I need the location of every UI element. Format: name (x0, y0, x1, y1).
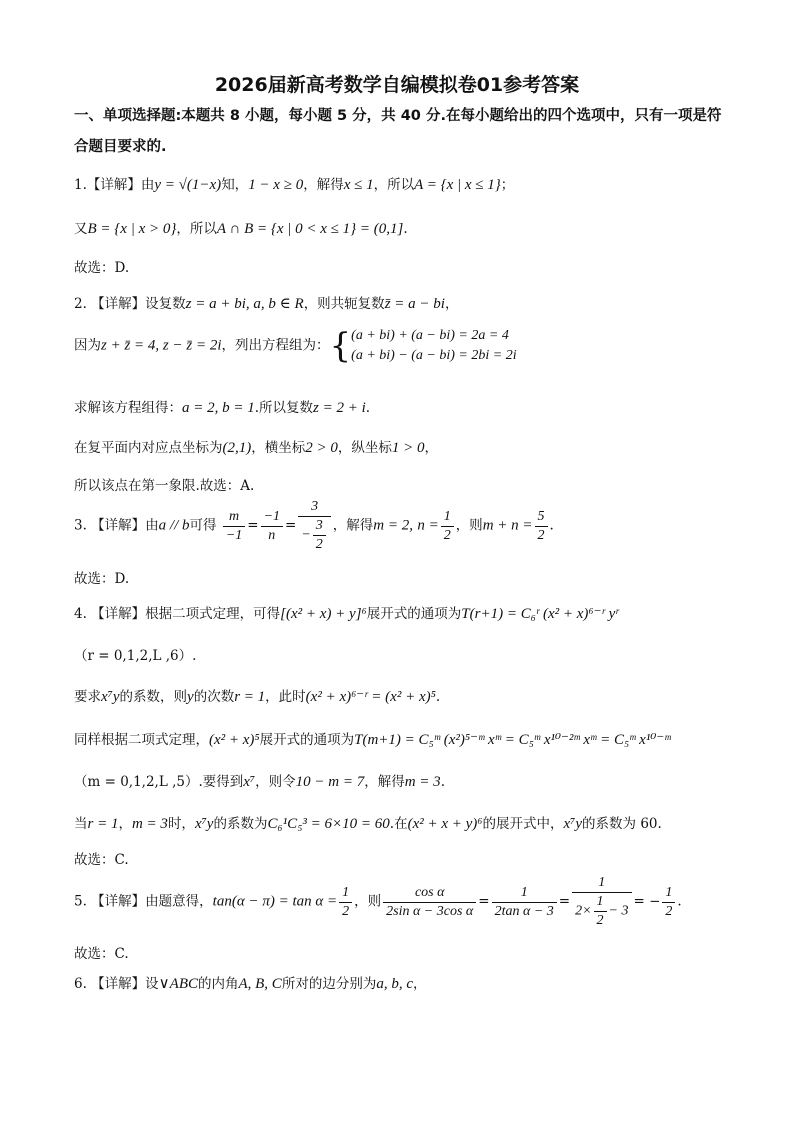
fraction (441, 508, 454, 545)
fraction (572, 874, 631, 930)
fraction (313, 517, 326, 554)
fraction (662, 884, 675, 921)
q4-line5 (74, 770, 445, 791)
fraction (261, 508, 283, 545)
q3-formula: n = (417, 517, 439, 534)
q2-formula: z = 2 + i (313, 400, 366, 416)
q2-text: 在复平面内对应点坐标为 (74, 440, 223, 456)
q5-answer: 故选：C. (74, 946, 129, 962)
denominator: −1 (225, 527, 243, 543)
denominator-part: 2× (575, 903, 592, 919)
equals-sign: = (478, 893, 490, 910)
q4-text: .在 (389, 816, 408, 832)
q2-line2 (74, 326, 517, 366)
denominator: 2sin α − 3cos α (386, 903, 474, 919)
q3-formula: m + n = (482, 517, 533, 534)
q4-text: 当 (74, 816, 88, 832)
denominator-part: − 3 (608, 903, 629, 919)
q3-answer: 故选：D. (74, 571, 130, 587)
q1-text: 又 (74, 221, 88, 237)
q4-line6 (74, 812, 662, 833)
q3-formula: m = 2, (373, 517, 414, 534)
q1-text: ，解得 (303, 177, 344, 193)
q6-line (74, 972, 427, 993)
numerator: 1 (492, 884, 557, 903)
q4-text: 的系数，则 (119, 689, 188, 705)
q2-line1 (74, 292, 458, 313)
q4-formula: x⁷y (101, 689, 120, 705)
q4-text: . (440, 774, 445, 790)
fraction (223, 508, 245, 545)
q4-formula: m = 3 (404, 774, 441, 790)
q2-text: ，横坐标 (251, 440, 306, 456)
q1-text: 知， (221, 177, 249, 193)
q1-formula: y = √(1−x) (154, 177, 222, 193)
q2-text: 求解该方程组得： (74, 400, 182, 416)
q5-text: ，则 (354, 893, 382, 910)
equation-1: (a + bi) + (a − bi) = 2a = 4 (351, 328, 509, 343)
q4-text: 4. 【详解】根据二项式定理，可得 (74, 606, 281, 622)
numerator: −1 (261, 508, 283, 527)
q4-text: 同样根据二项式定理， (74, 732, 209, 748)
denominator: 2 (665, 903, 673, 919)
q4-formula: (x² + x)⁶⁻ʳ = (x² + x)⁵ (305, 689, 436, 705)
denominator: 2 (315, 537, 323, 552)
q5-text: 5. 【详解】由题意得， (74, 893, 213, 910)
q4-text: 的系数为 (213, 816, 268, 832)
q6-formula: ∨ABC (158, 976, 198, 992)
denominator: 2 (342, 903, 350, 919)
q1-formula: A = {x | x ≤ 1} (414, 177, 501, 193)
q2-formula: a = 2, b = 1 (182, 400, 255, 416)
q4-formula: x⁷y (563, 816, 583, 832)
fraction (339, 884, 352, 921)
numerator: 3 (298, 498, 330, 517)
q3-text: 可得 (189, 517, 217, 534)
q3-text: . (549, 517, 554, 534)
q2-line4 (74, 436, 438, 457)
q4-formula: T(m+1) = C₅ᵐ (x²)⁵⁻ᵐ xᵐ = C₅ᵐ x¹⁰⁻²ᵐ xᵐ = C₅ᵐ x¹⁰⁻ᵐ (354, 732, 671, 748)
q2-text: ，列出方程组为： (221, 337, 330, 354)
q3-text: ，解得 (332, 517, 374, 534)
q4-formula: T(r+1) = C₆ʳ (x² + x)⁶⁻ʳ yʳ (461, 606, 619, 622)
q2-text: 因为 (74, 337, 101, 354)
q4-text: 展开式的通项为 (259, 732, 355, 748)
q2-text: ，则共轭复数 (303, 296, 385, 312)
equation-system (351, 326, 516, 366)
q4-formula: (x² + x)⁵ (209, 732, 260, 748)
numerator: m (223, 508, 245, 527)
q4-formula: (x² + x + y)⁶ (407, 816, 483, 832)
numerator: 5 (535, 508, 548, 527)
equation-2: (a + bi) − (a − bi) = 2bi = 2i (351, 348, 517, 363)
denominator: 2tan α − 3 (494, 903, 554, 919)
q4-formula: x⁷ (243, 774, 256, 790)
q1-line1 (74, 173, 514, 194)
q4-line2: （r = 0,1,2,L ,6）. (74, 648, 197, 664)
q2-text: ， (424, 440, 438, 456)
denominator: n (268, 527, 276, 543)
q4-text: 的次数 (193, 689, 235, 705)
q4-formula: m = 3 (131, 816, 168, 832)
q1-text: 1.【详解】由 (74, 177, 155, 193)
q2-line5: 所以该点在第一象限.故选：A. (74, 478, 255, 494)
numerator: cos α (383, 884, 476, 903)
q6-text: ， (413, 976, 427, 992)
numerator: 1 (594, 893, 607, 912)
q4-answer: 故选：C. (74, 852, 129, 868)
left-brace: { (329, 326, 352, 366)
q4-formula: C₆¹C₅³ = 6×10 = 60 (267, 816, 390, 832)
q6-text: 6. 【详解】设 (74, 976, 159, 992)
q1-formula: A ∩ B = {x | 0 < x ≤ 1} = (0,1] (216, 221, 404, 237)
q4-formula: 10 − m = 7 (295, 774, 365, 790)
q3-line: 3. 【详解】由a // b可得 $\frac{m}{-1}$ = $\frac{-1}{n}$ = 3 − $\frac{3}{2}$ ，解得m = 2, n = $\frac{1}{2}$ ，则m + n = $\frac{5}{2}$ . (74, 499, 554, 552)
document-title: 2026届新高考数学自编模拟卷01参考答案 (214, 74, 580, 96)
q1-formula: B = {x | x > 0} (87, 221, 177, 237)
equals-negative: = − (633, 893, 661, 910)
q3-formula: a // b (158, 517, 190, 534)
q1-formula: x ≤ 1 (343, 177, 374, 193)
q4-text: . (435, 689, 441, 705)
q1-text: ，所以 (373, 177, 415, 193)
q4-formula: y (187, 689, 194, 705)
q4-formula: [(x² + x) + y]⁶ (280, 606, 367, 622)
q4-text: 展开式的通项为 (366, 606, 462, 622)
fraction (594, 893, 607, 930)
fraction (535, 508, 548, 545)
q4-text: （m = 0,1,2,L ,5）.要得到 (74, 774, 244, 790)
numerator: 1 (441, 508, 454, 527)
q3-text: ，则 (455, 517, 483, 534)
q2-text: . (365, 400, 371, 416)
numerator: 1 (662, 884, 675, 903)
denominator: 2 (443, 527, 451, 543)
q2-text: .所以复数 (254, 400, 314, 416)
q2-formula: (2,1) (222, 440, 252, 456)
q4-line4 (74, 728, 671, 749)
q4-text: 时， (167, 816, 195, 832)
q1-formula: 1 − x ≥ 0 (248, 177, 304, 193)
q6-formula: a, b, c (376, 976, 413, 992)
q4-text: ，则令 (255, 774, 296, 790)
q5-formula: tan(α − π) = tan α = (212, 893, 338, 910)
q2-formula: z = a + bi, a, b ∈ R (185, 296, 304, 312)
q1-line2 (74, 217, 408, 238)
numerator: 1 (572, 874, 631, 893)
denominator: − $\frac{3}{2}$ (298, 517, 330, 554)
q2-text: 2. 【详解】设复数 (74, 296, 186, 312)
fraction (492, 884, 557, 921)
q5-line (74, 874, 682, 930)
numerator: 3 (313, 517, 326, 536)
q6-text: 所对的边分别为 (281, 976, 377, 992)
q1-answer: 故选：D. (74, 260, 130, 276)
q1-text: ； (500, 177, 515, 193)
q6-text: 的内角 (197, 976, 239, 992)
q5-text: . (677, 893, 682, 910)
q4-text: ，此时 (265, 689, 306, 705)
q6-formula: A, B, C (238, 976, 282, 992)
q2-formula: z + z̄ = 4, z − z̄ = 2i (101, 337, 222, 354)
denominator: 2 (537, 527, 545, 543)
q4-line1 (74, 602, 619, 623)
q4-formula: r = 1 (234, 689, 266, 705)
q4-text: ， (118, 816, 132, 832)
q3-text: 3. 【详解】由 (74, 517, 159, 534)
q2-text: ，纵坐标 (337, 440, 392, 456)
q4-text: 的系数为 60. (582, 816, 662, 832)
numerator: 1 (339, 884, 352, 903)
q2-formula: 1 > 0 (391, 440, 425, 456)
q4-formula: r = 1 (87, 816, 119, 832)
q4-text: 的展开式中， (482, 816, 564, 832)
denominator (572, 893, 631, 930)
denominator: 2 (596, 913, 604, 928)
q2-formula: z̄ = a − bi (384, 296, 445, 312)
q2-text: ， (444, 296, 459, 312)
q4-formula: x⁷y (194, 816, 214, 832)
fraction (383, 884, 476, 921)
q1-text: . (403, 221, 408, 237)
q4-text: ，解得 (364, 774, 405, 790)
q4-text: 要求 (74, 689, 101, 705)
section-heading: 一、单项选择题:本题共 8 小题，每小题 5 分，共 40 分.在每小题给出的四个选项中，只有一项是符合题目要求的. (74, 108, 722, 155)
equals-sign: = (558, 893, 571, 910)
q2-line3 (74, 396, 370, 417)
q4-line3 (74, 685, 440, 706)
q2-formula: 2 > 0 (305, 440, 338, 456)
q1-text: ，所以 (176, 221, 217, 237)
fraction (298, 498, 330, 554)
